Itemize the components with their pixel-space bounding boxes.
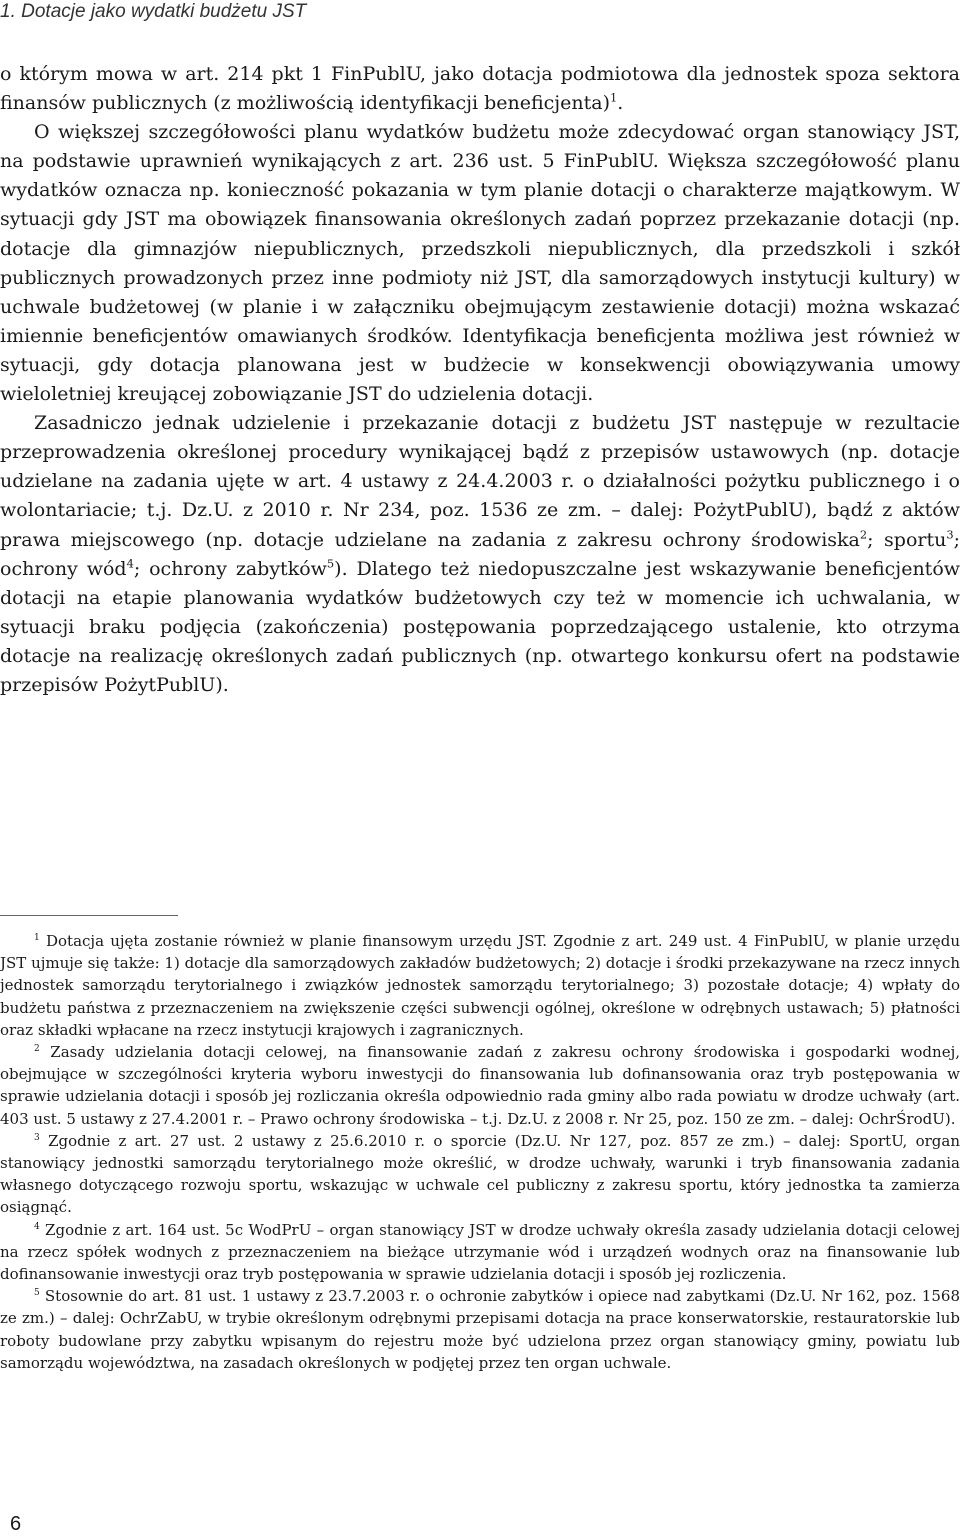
footnote-3 xyxy=(0,1130,960,1219)
page-number: 6 xyxy=(10,1513,22,1535)
footnote-number: 5 xyxy=(34,1288,40,1299)
footnote-ref-1[interactable]: 1 xyxy=(610,90,618,105)
running-head: 1. Dotacje jako wydatki budżetu JST xyxy=(0,1,307,22)
footnote-text: Dotacja ujęta zostanie również w planie finansowym urzędu JST. Zgodnie z art. 249 ust. 4 FinPublU, w planie urzędu JST ujmuje się także: 1) dotacje dla samorządowych zakładów budżetowych; 2) dotacje i środki przekazywane na rzecz innych jednostek samorządu terytorialnego i związków jednostek samorządu terytorialnego; 3) pozostałe dotacje; 4) wpłaty do budżetu państwa z przeznaczeniem na zwiększenie części subwencji ogólnej, określone w odrębnych ustawach; 5) płatności oraz składki wpłacane na rzecz instytucji krajowych i zagranicznych. xyxy=(0,932,960,1039)
footnote-ref-3[interactable]: 3 xyxy=(946,527,954,542)
paragraph-3-part-c: ; ochrony wód xyxy=(0,528,960,580)
footnotes xyxy=(0,930,960,1374)
paragraph-1-text: o którym mowa w art. 214 pkt 1 FinPublU, jako dotacja podmiotowa dla jednostek spoza sektora finansów publicznych (z możliwością identyfikacji beneficjenta) xyxy=(0,63,960,115)
footnote-ref-5[interactable]: 5 xyxy=(326,556,335,571)
paragraph-2: O większej szczegółowości planu wydatków budżetu może zdecydować organ stanowiący JST, na podstawie uprawnień wynikających z art. 236 ust. 5 FinPublU. Większa szczegółowość planu wydatków oznacza np. konieczność pokazania w tym planie dotacji o charakterze majątkowym. W sytuacji gdy JST ma obowiązek finansowania określonych zadań poprzez przekazanie dotacji (np. dotacje dla gimnazjów niepublicznych, przedszkoli niepublicznych, dla przedszkoli i szkół publicznych prowadzonych przez inne podmioty niż JST, dla samorządowych instytucji kultury) w uchwale budżetowej (w planie i w załączniku obejmującym zestawienie dotacji) można wskazać imiennie beneficjentów omawianych środków. Identyfikacja beneficjenta możliwa jest również w sytuacji, gdy dotacja planowana jest w budżecie w konsekwencji obowiązywania umowy wieloletniej kreującej zobowiązanie JST do udzielenia dotacji. xyxy=(0,121,960,406)
paragraph-3-part-e: ). Dlatego też niedopuszczalne jest wskazywanie beneficjentów dotacji na etapie planowania wydatków budżetowych czy też w momencie ich uchwalania, w sytuacji braku podjęcia (zakończenia) postępowania poprzedzającego ustalenie, kto otrzyma dotacje na realizację określonych zadań publicznych (np. otwartego konkursu ofert na podstawie przepisów PożytPublU). xyxy=(0,557,960,696)
footnote-number: 2 xyxy=(34,1044,40,1055)
footnote-text: Zgodnie z art. 27 ust. 2 ustawy z 25.6.2010 r. o sporcie (Dz.U. Nr 127, poz. 857 ze zm.) – dalej: SportU, organ stanowiący jednostki samorządu terytorialnego może określić, w drodze uchwały, warunki i tryb finansowania zadania własnego dotyczącego rozwoju sportu, wskazując w uchwale cel publiczny z zakresu sportu, który jednostka ta zamierza osiągnąć. xyxy=(0,1131,960,1217)
paragraph-3-part-b: ; sportu xyxy=(867,528,947,551)
footnote-number: 1 xyxy=(34,933,40,943)
footnote-number: 4 xyxy=(34,1221,40,1232)
footnote-1 xyxy=(0,930,960,1041)
footnote-5 xyxy=(0,1285,960,1374)
footnote-ref-4[interactable]: 4 xyxy=(126,556,134,571)
paragraph-3-part-a: Zasadniczo jednak udzielenie i przekazanie dotacji z budżetu JST następuje w rezultacie przeprowadzenia określonej procedury wynikającej bądź z przepisów ustawowych (np. dotacje udzielane na zadania ujęte w art. 4 ustawy z 24.4.2003 r. o działalności pożytku publicznego i o wolontariacie; t.j. Dz.U. z 2010 r. Nr 234, poz. 1536 ze zm. – dalej: PożytPublU), bądź z aktów prawa miejscowego (np. dotacje udzielane na zadania z zakresu ochrony środowiska xyxy=(0,412,960,551)
footnote-ref-2[interactable]: 2 xyxy=(859,527,868,542)
footnote-text: Zasady udzielania dotacji celowej, na finansowanie zadań z zakresu ochrony środowiska i gospodarki wodnej, obejmujące w szczególności kryteria wyboru inwestycji do finansowania lub dofinansowania oraz tryb postępowania w sprawie udzielania dotacji i sposób jej rozliczania określa odpowiednio rada gminy albo rada powiatu w drodze uchwały (art. 403 ust. 5 ustawy z 27.4.2001 r. – Prawo ochrony środowiska – t.j. Dz.U. z 2008 r. Nr 25, poz. 150 ze zm. – dalej: OchrŚrodU). xyxy=(0,1043,960,1128)
footnote-number: 3 xyxy=(34,1132,40,1143)
body-text xyxy=(0,60,960,700)
footnote-2 xyxy=(0,1041,960,1130)
paragraph-1: o którym mowa w art. 214 pkt 1 FinPublU, jako dotacja podmiotowa dla jednostek spoza sektora finansów publicznych (z możliwością identyfikacji beneficjenta)$^1$. xyxy=(0,63,960,115)
paragraph-3-part-d: ; ochrony zabytków xyxy=(133,557,327,580)
footnote-divider xyxy=(0,915,178,916)
paragraph-3 xyxy=(0,409,960,700)
footnote-text: Stosownie do art. 81 ust. 1 ustawy z 23.7.2003 r. o ochronie zabytków i opiece nad zabytkami (Dz.U. Nr 162, poz. 1568 ze zm.) – dalej: OchrZabU, w trybie określonym odrębnymi przepisami dotacja na prace konserwatorskie, restauratorskie lub roboty budowlane przy zabytku wpisanym do rejestru może być udzielona przez organ stanowiący gminy, powiatu lub samorządu województwa, na zasadach określonych w podjętej przez ten organ uchwale. xyxy=(0,1287,960,1372)
footnote-4 xyxy=(0,1219,960,1286)
footnote-text: Zgodnie z art. 164 ust. 5c WodPrU – organ stanowiący JST w drodze uchwały określa zasady udzielania dotacji celowej na rzecz spółek wodnych z przeznaczeniem na bieżące utrzymanie wód i urządzeń wodnych oraz na finansowanie lub dofinansowanie inwestycji oraz tryb postępowania w sprawie udzielania dotacji i sposób jej rozliczenia. xyxy=(0,1220,960,1284)
